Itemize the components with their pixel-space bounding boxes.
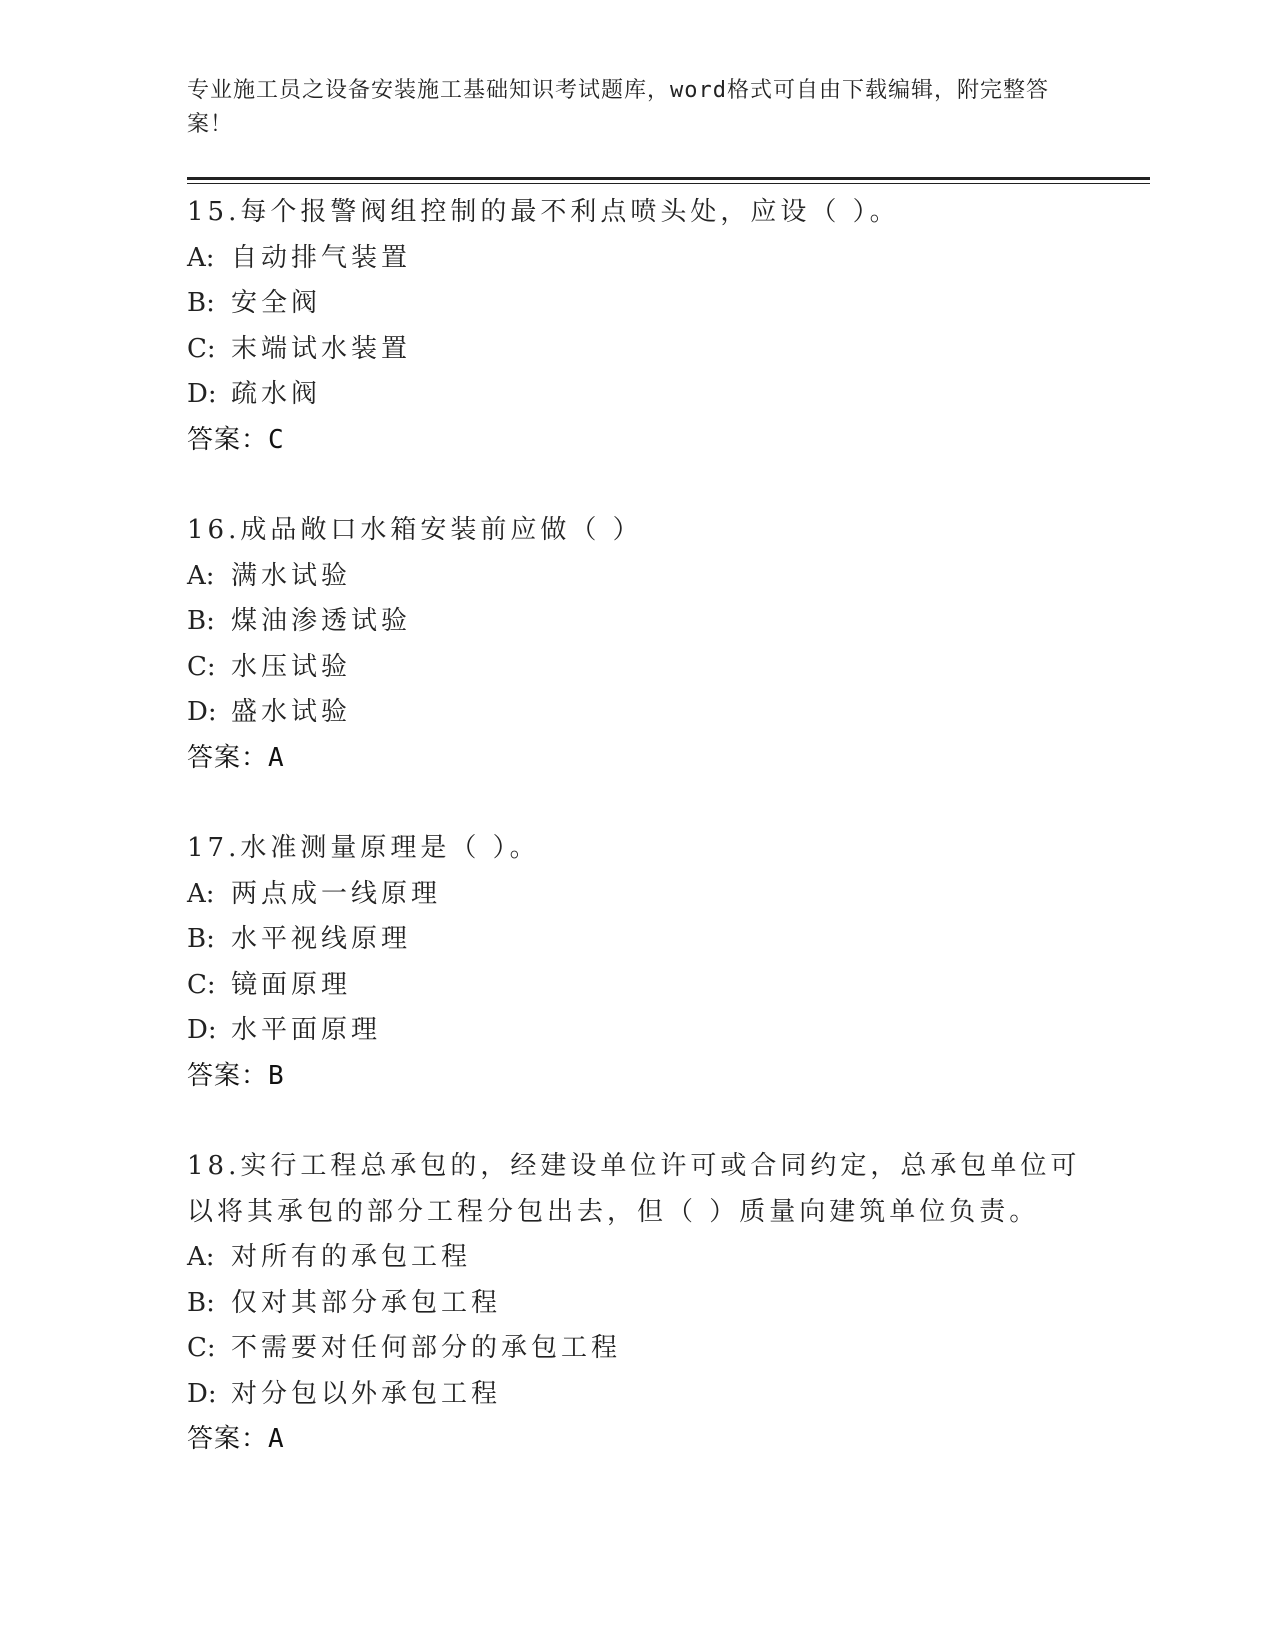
- option-text: 煤油渗透试验: [231, 606, 412, 636]
- option-text: 对分包以外承包工程: [231, 1378, 502, 1409]
- option-letter: A:: [187, 242, 215, 273]
- option-letter: D:: [187, 1378, 217, 1409]
- option-text: 疏水阀: [231, 379, 322, 409]
- header-divider-thick: [187, 177, 1150, 180]
- option-text: 不需要对任何部分的承包工程: [231, 1333, 622, 1363]
- option-c: [187, 1326, 1107, 1372]
- option-letter: C:: [187, 1333, 216, 1363]
- option-letter: C:: [187, 969, 216, 1000]
- option-text: 水平面原理: [231, 1015, 382, 1045]
- option-letter: D:: [187, 379, 217, 409]
- header-divider-thin: [187, 183, 1150, 184]
- option-letter: A:: [187, 560, 215, 591]
- option-letter: C:: [187, 651, 216, 682]
- answer-label: 答案：: [187, 742, 269, 773]
- question-stem: 17.水准测量原理是（ ）。: [187, 833, 540, 863]
- answer-line: [187, 1417, 1107, 1463]
- option-text: 仅对其部分承包工程: [231, 1287, 502, 1318]
- answer-value: C: [268, 424, 285, 455]
- answer-line: [187, 418, 1107, 464]
- question-stem: 15.每个报警阀组控制的最不利点喷头处，应设（ ）。: [187, 197, 900, 227]
- option-d: [187, 372, 1107, 418]
- question-stem: 18.实行工程总承包的，经建设单位许可或合同约定，总承包单位可以将其承包的部分工程分包出去，但（ ）质量向建筑单位负责。: [187, 1151, 1081, 1227]
- answer-value: B: [268, 1060, 285, 1091]
- question-list: [187, 190, 1107, 1508]
- option-b: [187, 599, 1107, 645]
- option-a: [187, 236, 1107, 282]
- option-c: [187, 327, 1107, 373]
- option-letter: D:: [187, 697, 217, 727]
- option-d: [187, 1008, 1107, 1054]
- option-b: [187, 281, 1107, 327]
- answer-line: [187, 736, 1107, 782]
- option-text: 镜面原理: [231, 969, 352, 1000]
- option-letter: B:: [187, 288, 215, 318]
- option-letter: A:: [187, 878, 215, 909]
- option-letter: C:: [187, 333, 216, 364]
- question-18: [187, 1144, 1107, 1463]
- option-text: 盛水试验: [231, 697, 352, 727]
- option-c: [187, 963, 1107, 1009]
- option-a: [187, 1235, 1107, 1281]
- option-b: [187, 1281, 1107, 1327]
- option-d: [187, 690, 1107, 736]
- option-letter: B:: [187, 1287, 215, 1318]
- answer-value: A: [268, 1424, 285, 1454]
- question-17: [187, 826, 1107, 1099]
- question-16: [187, 508, 1107, 781]
- option-a: [187, 872, 1107, 918]
- option-text: 末端试水装置: [231, 333, 412, 364]
- option-text: 安全阀: [231, 288, 322, 318]
- option-text: 水压试验: [231, 651, 352, 682]
- option-letter: D:: [187, 1015, 217, 1045]
- option-c: [187, 645, 1107, 691]
- option-text: 满水试验: [231, 560, 352, 591]
- option-text: 水平视线原理: [231, 924, 412, 954]
- answer-line: [187, 1054, 1107, 1100]
- question-15: [187, 190, 1107, 463]
- option-letter: B:: [187, 924, 215, 954]
- question-stem: 16.成品敞口水箱安装前应做（ ）: [187, 515, 643, 545]
- option-text: 对所有的承包工程: [231, 1242, 472, 1272]
- answer-label: 答案：: [187, 1060, 269, 1091]
- option-b: [187, 917, 1107, 963]
- document-header: 专业施工员之设备安装施工基础知识考试题库，word格式可自由下载编辑，附完整答案！: [187, 78, 1049, 137]
- option-d: [187, 1372, 1107, 1418]
- option-text: 两点成一线原理: [231, 878, 442, 909]
- option-letter: A:: [187, 1242, 215, 1272]
- answer-value: A: [268, 742, 285, 773]
- option-a: [187, 554, 1107, 600]
- option-letter: B:: [187, 606, 215, 636]
- answer-label: 答案：: [187, 424, 269, 455]
- option-text: 自动排气装置: [231, 242, 412, 273]
- answer-label: 答案：: [187, 1424, 269, 1454]
